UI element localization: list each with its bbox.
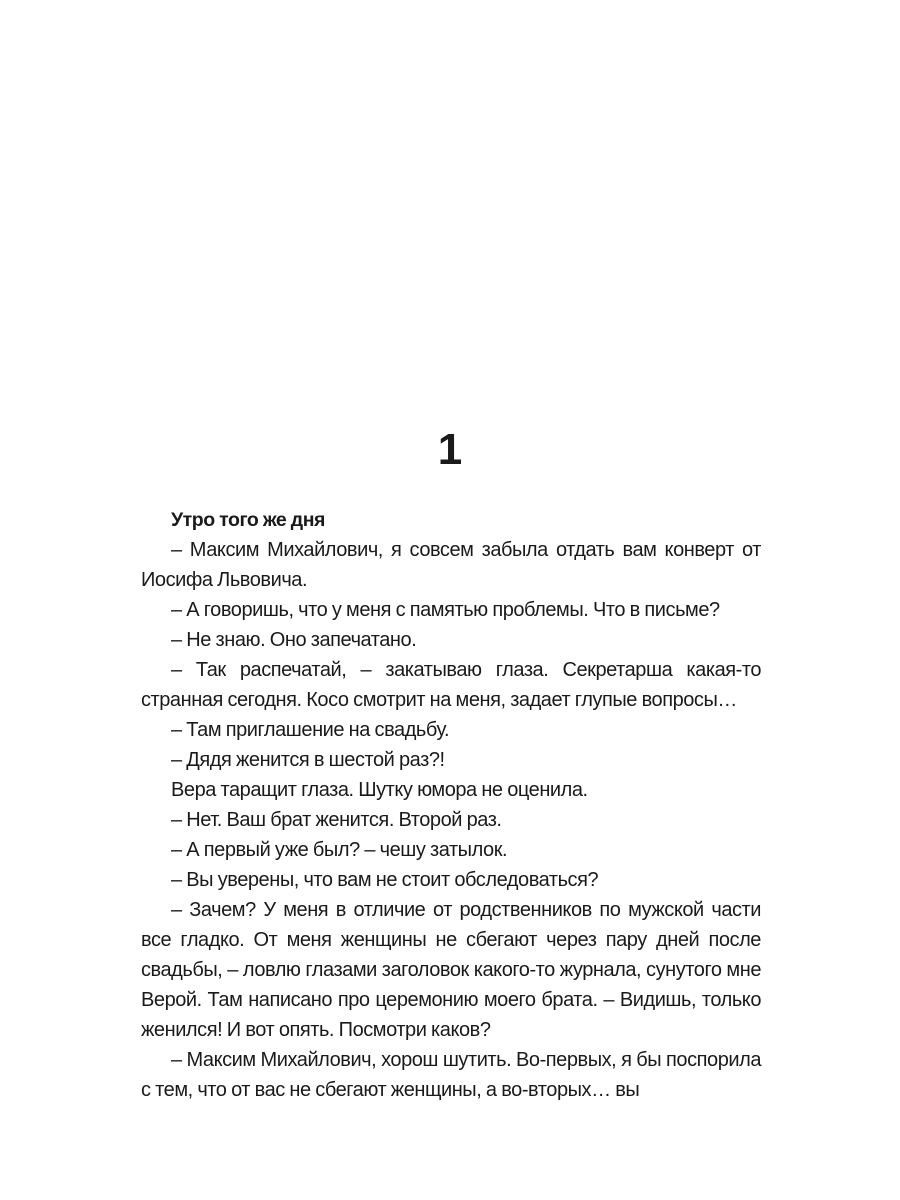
paragraph: – Вы уверены, что вам не стоит обследоваться?	[171, 869, 599, 891]
paragraph: – Дядя женится в шестой раз?!	[171, 749, 445, 771]
paragraph: – Не знаю. Оно запечатано.	[171, 629, 417, 651]
paragraph: – Нет. Ваш брат женится. Второй раз.	[171, 809, 502, 831]
paragraph: – Максим Михайлович, я совсем забыла отдать вам конверт от Иосифа Львовича.	[141, 539, 761, 591]
chapter-subtitle: Утро того же дня	[171, 509, 325, 531]
paragraph: – Там приглашение на свадьбу.	[171, 719, 450, 741]
paragraph: Вера таращит глаза. Шутку юмора не оценила.	[171, 779, 588, 801]
paragraph: – Максим Михайлович, хорош шутить. Во-первых, я бы поспорила с тем, что от вас не сбегают женщины, а во-вторых… вы	[141, 1049, 761, 1101]
paragraph: – А первый уже был? – чешу затылок.	[171, 839, 508, 861]
paragraph: – Зачем? У меня в отличие от родственников по мужской части все гладко. От меня женщины не сбегают через пару дней после свадьбы, – ловлю глазами заголовок какого-то журнала, сунутого мне Верой. Там написано про церемонию моего брата. – Видишь, только женился! И вот опять. Посмотри каков?	[141, 899, 761, 1041]
paragraph: – А говоришь, что у меня с памятью проблемы. Что в письме?	[171, 599, 720, 621]
chapter-body	[141, 505, 761, 1105]
paragraph: – Так распечатай, – закатываю глаза. Секретарша какая-то странная сегодня. Косо смотрит на меня, задает глупые вопросы…	[141, 659, 761, 711]
chapter-number: 1	[437, 425, 463, 474]
